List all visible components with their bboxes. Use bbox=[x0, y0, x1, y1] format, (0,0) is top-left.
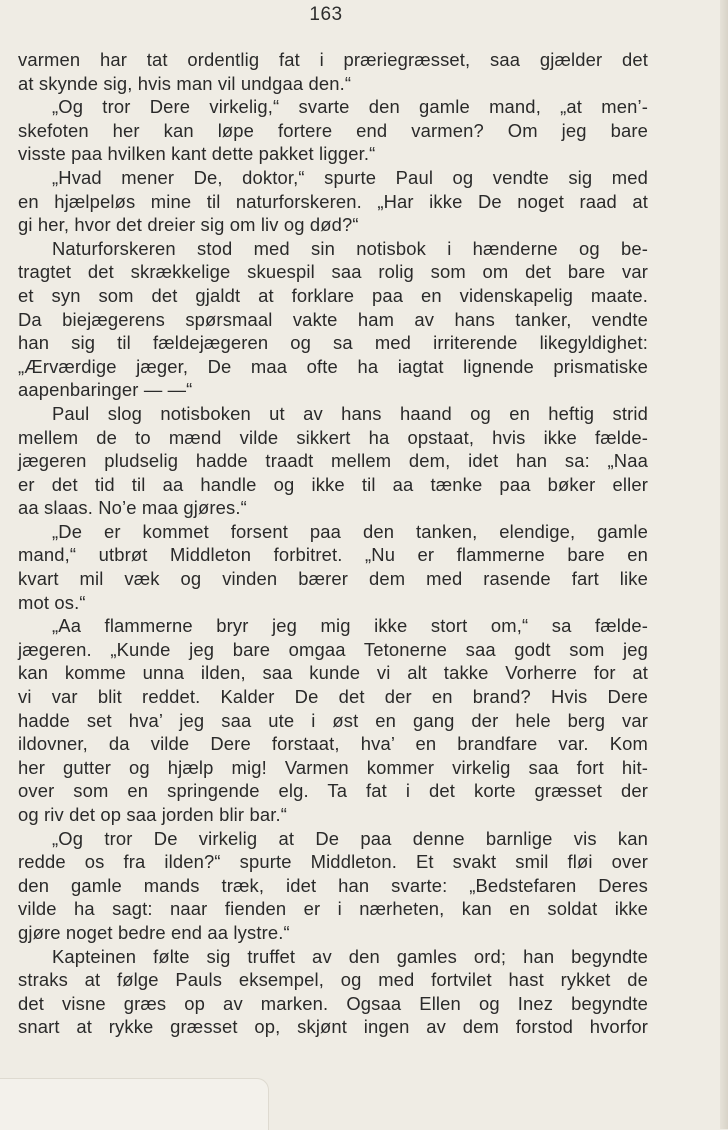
text-line: Paul slog notisboken ut av hans haand og en heftig strid bbox=[52, 402, 648, 424]
text-line: her gutter og hjælp mig! Varmen kommer virkelig saa fort hit- bbox=[18, 756, 648, 778]
text-line: vilde ha sagt: naar fienden er i nærheten, kan en soldat ikke bbox=[18, 898, 648, 920]
text-line: det visne græs op av marken. Ogsaa Ellen og Inez begyndte bbox=[18, 992, 648, 1014]
text-line: han sig til fældejægeren og sa med irriterende likegyldighet: bbox=[18, 332, 648, 354]
page-number: 163 bbox=[309, 4, 343, 25]
text-line: jægeren pludselig hadde traadt mellem dem, idet han sa: „Naa bbox=[18, 450, 648, 472]
text-line: „Og tror Dere virkelig,“ svarte den gamle mand, „at men’- bbox=[52, 96, 648, 118]
text-line: en hjælpeløs mine til naturforskeren. „Har ikke De noget raad at bbox=[18, 190, 648, 212]
text-line: at skynde sig, hvis man vil undgaa den.“ bbox=[18, 72, 352, 94]
text-line: „Og tror De virkelig at De paa denne barnlige vis kan bbox=[52, 827, 648, 849]
text-line: varmen har tat ordentlig fat i præriegræsset, saa gjælder det bbox=[18, 49, 648, 70]
text-line: visste paa hvilken kant dette pakket ligger.“ bbox=[18, 143, 376, 165]
text-line: „Hvad mener De, doktor,“ spurte Paul og vendte sig med bbox=[52, 166, 648, 188]
text-line: mellem de to mænd vilde sikkert ha opstaat, hvis ikke fælde- bbox=[18, 426, 648, 448]
text-line: gi her, hvor det dreier sig om liv og død?“ bbox=[18, 214, 359, 236]
text-line: aa slaas. No’e maa gjøres.“ bbox=[18, 497, 247, 519]
text-line: vi var blit reddet. Kalder De det der en brand? Hvis Dere bbox=[18, 686, 648, 708]
text-line: mand,“ utbrøt Middleton forbitret. „Nu er flammerne bare en bbox=[18, 544, 648, 566]
text-line: over som en springende elg. Ta fat i det korte græsset der bbox=[18, 780, 648, 802]
text-line: „Ærværdige jæger, De maa ofte ha iagtat lignende prismatiske bbox=[18, 355, 648, 377]
text-line: og riv det op saa jorden blir bar.“ bbox=[18, 804, 287, 825]
text-line: „Aa flammerne bryr jeg mig ikke stort om,“ sa fælde- bbox=[52, 615, 648, 637]
text-line: gjøre noget bedre end aa lystre.“ bbox=[18, 921, 290, 943]
text-line: er det tid til aa handle og ikke til aa tænke paa bøker eller bbox=[18, 473, 648, 495]
text-line: et syn som det gjaldt at forklare paa en videnskapelig maate. bbox=[18, 284, 648, 306]
text-line: jægeren. „Kunde jeg bare omgaa Tetonerne saa godt som jeg bbox=[18, 638, 648, 660]
text-line: den gamle mands træk, idet han svarte: „Bedstefaren Deres bbox=[18, 874, 648, 896]
text-line: Naturforskeren stod med sin notisbok i hænderne og be- bbox=[52, 237, 648, 259]
text-line: kvart mil væk og vinden bærer dem med rasende fart like bbox=[18, 568, 648, 590]
text-line: Da biejægerens spørsmaal vakte ham av hans tanker, vendte bbox=[18, 308, 648, 330]
text-line: snart at rykke græsset op, skjønt ingen av dem forstod hvorfor bbox=[18, 1016, 648, 1038]
text-line: hadde set hva’ jeg saa ute i øst en gang der hele berg var bbox=[18, 709, 648, 731]
text-line: ildovner, da vilde Dere forstaat, hva’ en brandfare var. Kom bbox=[18, 733, 648, 755]
text-line: redde os fra ilden?“ spurte Middleton. Et svakt smil fløi over bbox=[18, 851, 648, 873]
text-line: tragtet det skrækkelige skuespil saa rolig som om det bare var bbox=[18, 261, 648, 283]
text-line: aapenbaringer — —“ bbox=[18, 379, 193, 401]
text-line: Kapteinen følte sig truffet av den gamles ord; han begyndte bbox=[52, 945, 648, 967]
page-edge bbox=[720, 0, 728, 1129]
text-line: „De er kommet forsent paa den tanken, elendige, gamle bbox=[52, 520, 648, 542]
body-text bbox=[18, 48, 648, 1039]
text-line: mot os.“ bbox=[18, 591, 86, 613]
text-line: skefoten her kan løpe fortere end varmen? Om jeg bare bbox=[18, 119, 648, 141]
text-line: kan komme unna ilden, saa kunde vi alt takke Vorherre for at bbox=[18, 662, 648, 684]
page-tab bbox=[0, 1078, 269, 1130]
text-line: straks at følge Pauls eksempel, og med fortvilet hast rykket de bbox=[18, 969, 648, 991]
